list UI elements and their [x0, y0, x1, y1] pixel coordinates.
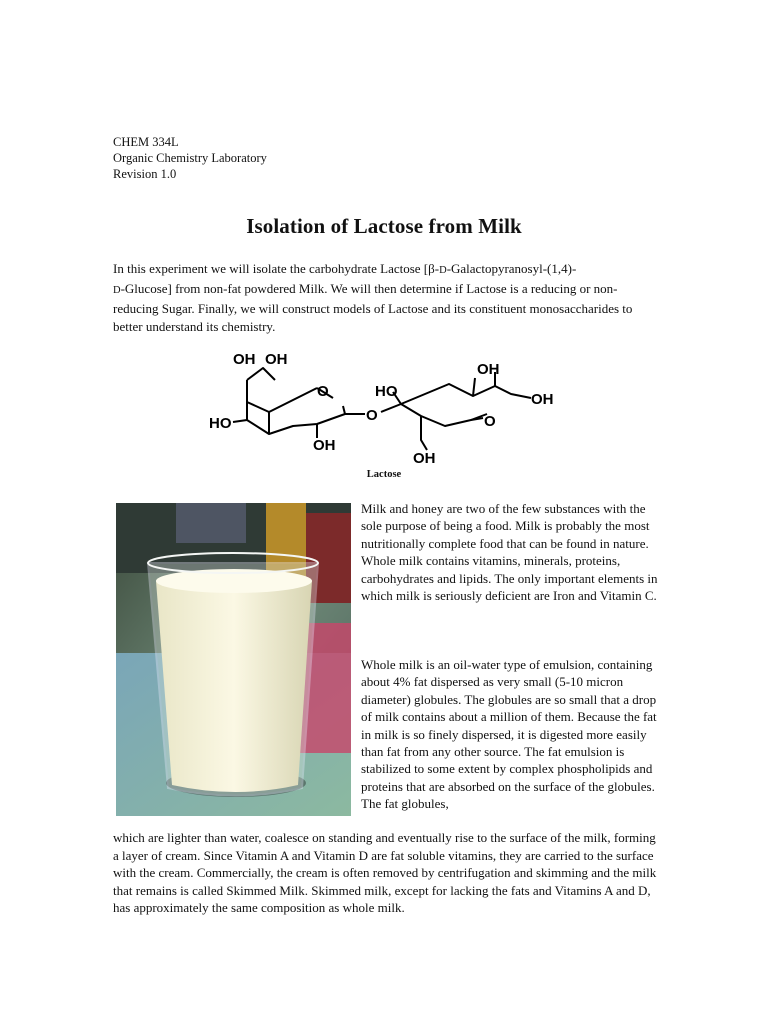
struct-label-o-ring-right: O: [484, 413, 496, 430]
struct-label-o-bridge: O: [366, 407, 378, 424]
intro-text-3: -Glucose] from non-fat powdered Milk. We will then determine if Lactose is a reducing or non-reducing Sugar. Finally, we will construct models of Lactose and its constituent monosaccharides to better understand its chemistry.: [113, 281, 633, 334]
intro-d-2: D: [113, 285, 121, 296]
intro-d-1: D: [439, 265, 447, 276]
cream-paragraph: which are lighter than water, coalesce on standing and eventually rise to the surface of the milk, forming a layer of cream. Since Vitamin A and Vitamin D are fat soluble vitamins, they are carried to the surface with the cream. Commercially, the cream is often removed by centrifugation and skimming and the milk that remains is called Skimmed Milk. Skimmed milk, except for lacking the fats and Vitamins A and D, has approximately the same composition as whole milk.: [113, 830, 657, 916]
struct-label-oh-top-right: OH: [477, 361, 500, 378]
structure-caption: Lactose: [366, 469, 402, 480]
lactose-structure-diagram: [205, 342, 565, 468]
document-header: [113, 134, 267, 182]
revision-label: Revision 1.0: [113, 167, 177, 181]
intro-text-2: -Galactopyranosyl-(1,4)-: [446, 261, 577, 276]
intro-paragraph: [113, 260, 648, 336]
page-title: Isolation of Lactose from Milk: [246, 214, 522, 238]
struct-label-oh-right: OH: [531, 391, 554, 408]
struct-label-ho-right: HO: [375, 383, 398, 400]
struct-label-ho-left: HO: [209, 415, 232, 432]
course-code: CHEM 334L: [113, 135, 179, 149]
struct-label-oh-bottom-right: OH: [413, 450, 436, 467]
milk-honey-paragraph: Milk and honey are two of the few substances with the sole purpose of being a food. Milk is probably the most nutritionally complete food that can be found in nature. Whole milk contains vitamins, minerals, proteins, carbohydrates and lipids. The only important elements in which milk is seriously deficient are Iron and Vitamin C.: [361, 501, 658, 604]
milk-glass-icon: [116, 503, 351, 816]
milk-glass-photo: [116, 503, 351, 816]
course-subtitle: Organic Chemistry Laboratory: [113, 151, 267, 165]
emulsion-paragraph: Whole milk is an oil-water type of emulsion, containing about 4% fat dispersed as very small (5-10 micron diameter) globules. The globules are so small that a drop of milk contains about a million of them. Because the fat in milk is so finely dispersed, it is digested more easily than fat from any other source. The fat emulsion is stabilized to some extent by complex phospholipids and proteins that are absorbed on the surface of the globules. The fat globules,: [361, 657, 657, 812]
struct-label-oh-top1: OH: [233, 351, 256, 368]
struct-label-o-ring-left: O: [317, 383, 329, 400]
struct-label-oh-bottom-left: OH: [313, 437, 336, 454]
intro-text-1: In this experiment we will isolate the carbohydrate Lactose [β-: [113, 261, 440, 276]
struct-label-oh-top2: OH: [265, 351, 288, 368]
